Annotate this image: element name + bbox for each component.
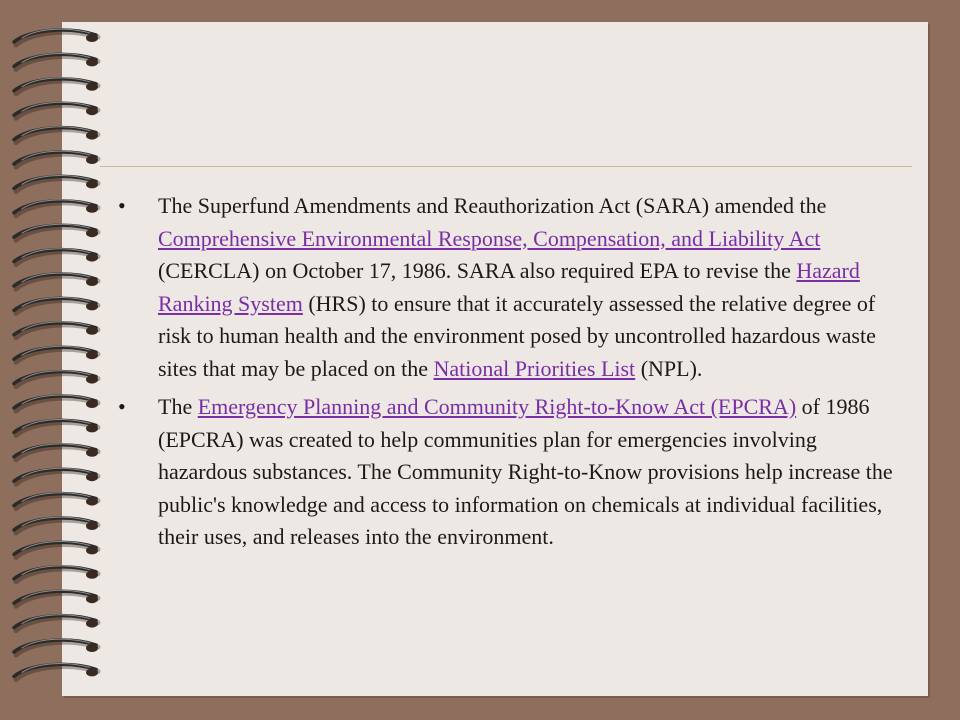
bullet-marker: • [118,394,126,419]
bullet-text [158,394,893,549]
text-segment: (NPL). [635,355,703,381]
link-hazard-ranking-system[interactable]: Hazard Ranking System [158,258,860,316]
divider-line [100,166,912,167]
bullet-marker: • [118,193,126,218]
text-segment: (CERCLA) on October 17, 1986. SARA also required EPA to revise the [158,258,797,283]
link-cercla[interactable]: Comprehensive Environmental Response, Compensation, and Liability Act [158,225,821,251]
bullet-item-sara [118,190,908,385]
text-segment: The [158,394,198,419]
text-segment: (HRS) to ensure that it accurately assessed the relative degree of risk to human health and the environment posed by uncontrolled hazardous waste sites that may be placed on the [158,290,876,381]
link-epcra[interactable]: Emergency Planning and Community Right-to-Know Act (EPCRA) [197,394,797,419]
link-national-priorities-list[interactable]: National Priorities List [433,355,636,381]
text-segment: of 1986 (EPCRA) was created to help communities plan for emergencies involving hazardous substances. The Community Right-to-Know provisions help increase the public's knowledge and access to information on chemicals at individual facilities, their uses, and releases into the environment. [158,394,893,549]
bullet-list [118,190,908,560]
bullet-item-epcra [118,391,908,554]
text-segment: The Superfund Amendments and Reauthorization Act (SARA) amended the [158,193,827,218]
bullet-text [158,193,876,381]
